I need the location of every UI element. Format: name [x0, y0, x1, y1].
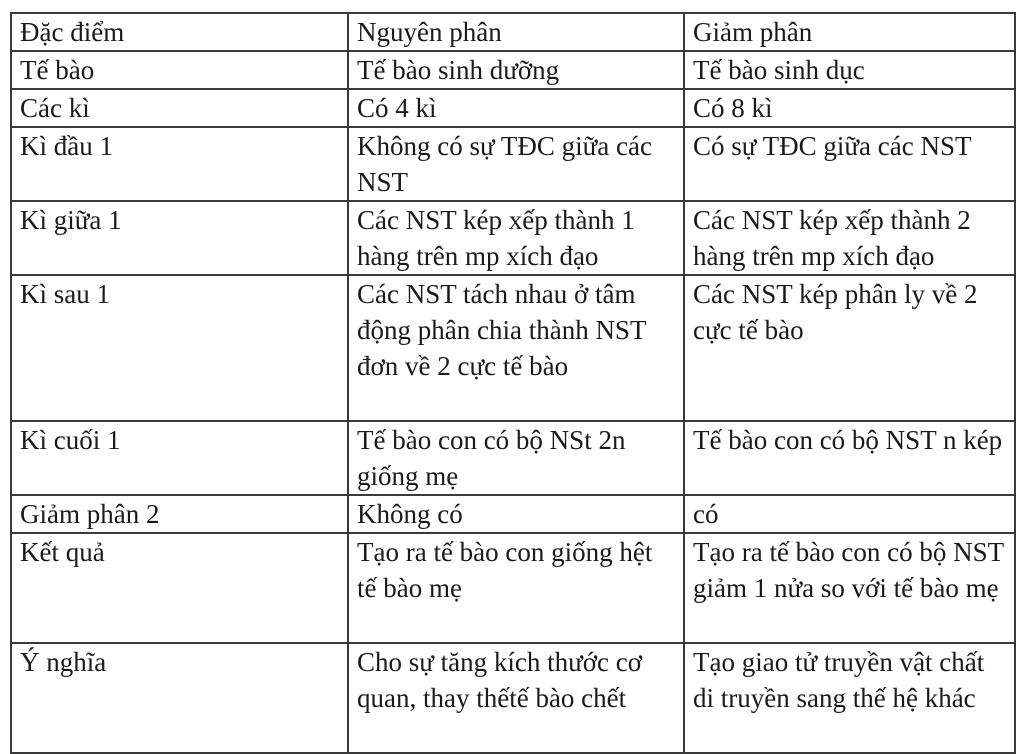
- header-cell: [11, 13, 348, 51]
- mitosis-value: Tế bào con có bộ NSt 2n giống mẹ: [357, 425, 626, 491]
- row-label: Giảm phân 2: [20, 499, 160, 529]
- meiosis-value: Các NST kép phân ly về 2 cực tế bào: [693, 279, 978, 345]
- row-label: Ý nghĩa: [20, 647, 107, 677]
- table-cell: [684, 127, 1015, 201]
- table-cell: [348, 495, 684, 533]
- table-cell: [11, 533, 348, 643]
- table-row: [11, 89, 1015, 127]
- table-cell: [11, 201, 348, 275]
- header-cell: [684, 13, 1015, 51]
- meiosis-value: Tế bào sinh dục: [693, 55, 865, 85]
- meiosis-value: Có 8 kì: [693, 93, 773, 123]
- row-label: Kì đầu 1: [20, 131, 113, 161]
- table-header-row: [11, 13, 1015, 51]
- mitosis-value: Tế bào sinh dưỡng: [357, 55, 560, 85]
- table-cell: [348, 51, 684, 89]
- table-cell: [11, 51, 348, 89]
- mitosis-value: Không có sự TĐC giữa các NST: [357, 131, 652, 197]
- mitosis-value: Tạo ra tế bào con giống hệt tế bào mẹ: [357, 537, 653, 603]
- row-label: Kì giữa 1: [20, 205, 122, 235]
- row-label: Kì sau 1: [20, 279, 110, 309]
- table-cell: [684, 201, 1015, 275]
- table-cell: [684, 89, 1015, 127]
- table-cell: [11, 643, 348, 753]
- meiosis-value: Có sự TĐC giữa các NST: [693, 131, 972, 161]
- table-cell: [684, 533, 1015, 643]
- table-cell: [348, 533, 684, 643]
- table-cell: [348, 275, 684, 421]
- meiosis-value: Tạo ra tế bào con có bộ NST giảm 1 nửa so với tế bào mẹ: [693, 537, 1004, 603]
- row-label: Kì cuối 1: [20, 425, 121, 455]
- row-label: Tế bào: [20, 55, 95, 85]
- table-cell: [684, 51, 1015, 89]
- row-label: Kết quả: [20, 537, 105, 567]
- table-cell: [11, 495, 348, 533]
- table-cell: [684, 275, 1015, 421]
- meiosis-value: Tế bào con có bộ NST n kép: [693, 425, 1003, 455]
- table-cell: [348, 201, 684, 275]
- table-row: [11, 533, 1015, 643]
- header-meiosis: Giảm phân: [693, 17, 813, 47]
- mitosis-value: Các NST tách nhau ở tâm động phân chia thành NST đơn về 2 cực tế bào: [357, 279, 646, 381]
- table-row: [11, 275, 1015, 421]
- comparison-table: [10, 12, 1016, 754]
- table-cell: [11, 275, 348, 421]
- table-cell: [684, 421, 1015, 495]
- table-cell: [684, 495, 1015, 533]
- table-cell: [11, 89, 348, 127]
- header-feature: Đặc điểm: [20, 17, 125, 47]
- row-label: Các kì: [20, 93, 90, 123]
- table-row: [11, 127, 1015, 201]
- table-cell: [11, 421, 348, 495]
- mitosis-value: Các NST kép xếp thành 1 hàng trên mp xích đạo: [357, 205, 635, 271]
- table-cell: [348, 127, 684, 201]
- table-cell: [684, 643, 1015, 753]
- meiosis-value: có: [693, 499, 719, 529]
- table-row: [11, 495, 1015, 533]
- table-cell: [348, 89, 684, 127]
- meiosis-value: Tạo giao tử truyền vật chất di truyền sang thế hệ khác: [693, 647, 985, 713]
- table-row: [11, 643, 1015, 753]
- table-cell: [348, 421, 684, 495]
- table-cell: [348, 643, 684, 753]
- mitosis-value: Có 4 kì: [357, 93, 437, 123]
- table-row: [11, 51, 1015, 89]
- mitosis-value: Không có: [357, 499, 463, 529]
- header-cell: [348, 13, 684, 51]
- mitosis-value: Cho sự tăng kích thước cơ quan, thay thếtế bào chết: [357, 647, 643, 713]
- table-row: [11, 201, 1015, 275]
- meiosis-value: Các NST kép xếp thành 2 hàng trên mp xích đạo: [693, 205, 971, 271]
- table-cell: [11, 127, 348, 201]
- header-mitosis: Nguyên phân: [357, 17, 502, 47]
- table-row: [11, 421, 1015, 495]
